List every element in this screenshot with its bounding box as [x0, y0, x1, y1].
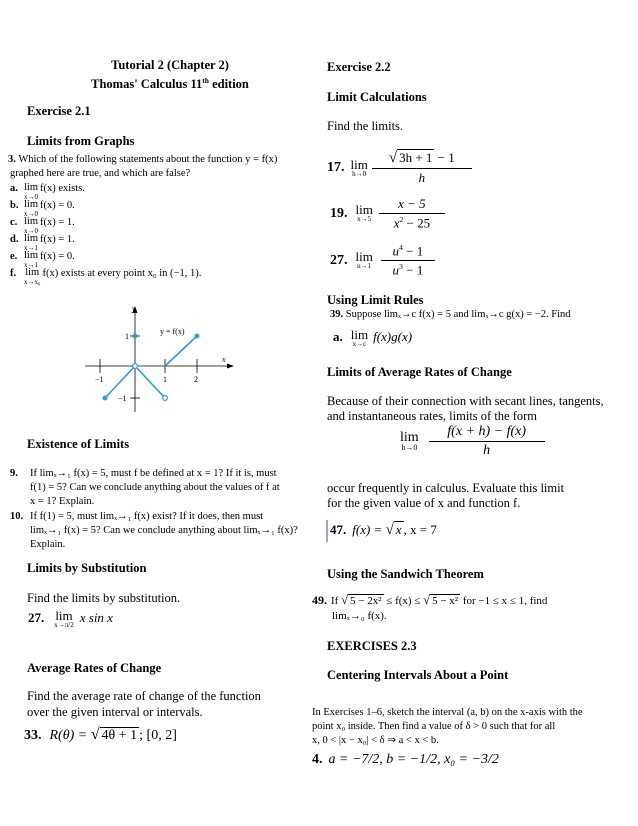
- question-33-interval: ; [0, 2]: [139, 728, 177, 743]
- question-49-tail: for −1 ≤ x ≤ 1, find: [460, 595, 548, 607]
- question-10-line: Explain.: [30, 539, 66, 550]
- question-27-numerator-base: u: [392, 243, 399, 259]
- limit-operator: lim: [24, 182, 39, 193]
- question-27-right-number: 27.: [330, 252, 348, 268]
- limits-from-graphs-heading: Limits from Graphs: [27, 134, 135, 148]
- form-numerator: f(x + h) − f(x): [429, 424, 545, 442]
- intro-line: point x₀ inside. Then find a value of δ > 0 such that for all: [312, 721, 556, 732]
- question-19-denominator-tail: − 25: [403, 215, 431, 231]
- existence-of-limits-heading: Existence of Limits: [27, 437, 130, 451]
- question-10-line: limₓ→₁ f(x) = 5? Can we conclude anything about limₓ→₁ f(x)?: [30, 525, 298, 536]
- average-rates-line-1: Find the average rate of change of the function: [27, 689, 261, 703]
- using-limit-rules-heading: Using Limit Rules: [327, 293, 424, 307]
- question-3-number: 3.: [8, 154, 16, 165]
- limit-subscript: x→c: [352, 340, 367, 348]
- x-arrow-icon: [227, 364, 234, 369]
- question-49-middle: ≤ f(x) ≤: [383, 595, 424, 607]
- limit-subscript: x→1: [24, 261, 38, 269]
- limit-operator: lim: [400, 430, 419, 445]
- question-19-numerator: x − 5: [379, 196, 445, 214]
- exercise-2-1-heading: Exercise 2.1: [27, 104, 91, 118]
- item-letter: c.: [10, 217, 18, 228]
- question-47-radicand: x: [395, 522, 402, 537]
- graph-x-label: x: [222, 355, 226, 364]
- limit-subscript: x→0: [24, 210, 38, 218]
- graph-tick-label: 1: [163, 375, 167, 384]
- graph-open-point: [133, 364, 138, 369]
- question-47-tail: , x = 7: [403, 522, 437, 537]
- sandwich-theorem-heading: Using the Sandwich Theorem: [327, 567, 484, 581]
- item-letter: b.: [10, 200, 19, 211]
- connection-line-1: Because of their connection with secant lines, tangents,: [327, 394, 604, 408]
- centering-intervals-heading: Centering Intervals About a Point: [327, 668, 509, 682]
- question-3-item: [10, 182, 310, 199]
- question-10-text: [30, 510, 298, 552]
- function-graph: [80, 300, 240, 420]
- question-19: [330, 196, 445, 231]
- question-10-line: If f(1) = 5, must limₓ→₁ f(x) exist? If it does, then must: [30, 511, 264, 522]
- text-cursor-bar: [326, 520, 328, 542]
- limit-operator: lim: [25, 267, 40, 278]
- question-3: [8, 153, 308, 181]
- question-47: 47. f(x) = √ x , x = 7: [330, 522, 437, 538]
- limit-operator: lim: [355, 249, 373, 265]
- question-3-items: [10, 182, 310, 284]
- question-17-numerator-tail: − 1: [434, 150, 455, 165]
- question-4-text: a = −7/2, b = −1/2, x₀ = −3/2: [328, 752, 499, 767]
- question-10-number: 10.: [10, 511, 24, 522]
- limit-operator: lim: [55, 608, 73, 623]
- question-3-line-2: graphed here are true, and which are false?: [10, 168, 191, 179]
- limit-subscript: x→0: [24, 227, 38, 235]
- question-27-numerator-tail: − 1: [402, 243, 424, 259]
- question-49-radicand-1: 5 − 2x²: [350, 595, 382, 607]
- item-text: f(x) = 1.: [40, 217, 75, 228]
- subtitle-tail: edition: [208, 77, 249, 92]
- limit-subscript: x→0: [24, 193, 38, 201]
- find-the-limits-text: Find the limits.: [327, 119, 404, 133]
- average-rates-line-2: over the given interval or intervals.: [27, 705, 203, 719]
- question-27-number: 27.: [28, 610, 45, 625]
- subtitle-sup: th: [202, 76, 209, 85]
- limit-operator: lim: [24, 216, 39, 227]
- limit-operator: lim: [24, 250, 39, 261]
- limits-by-substitution-heading: Limits by Substitution: [27, 561, 147, 575]
- question-39a: [333, 329, 412, 348]
- question-9-number: 9.: [10, 468, 18, 479]
- exercises-2-3-heading: EXERCISES 2.3: [327, 639, 417, 653]
- graph-tick-label: 2: [194, 375, 198, 384]
- question-9-text: [30, 467, 280, 509]
- average-rates-heading: Average Rates of Change: [27, 661, 162, 675]
- question-17-number: 17.: [327, 160, 345, 175]
- limit-subscript: u→1: [357, 262, 372, 271]
- subtitle-text: Thomas' Calculus 11: [91, 77, 203, 92]
- question-27-denominator-base: u: [392, 262, 399, 278]
- question-3-item: [10, 250, 310, 267]
- intro-line: In Exercises 1–6, sketch the interval (a, b) on the x-axis with the: [312, 707, 583, 718]
- question-27-left: [28, 610, 113, 629]
- question-39a-expression: f(x)g(x): [373, 329, 413, 344]
- item-text: f(x) exists at every point x₀ in (−1, 1).: [42, 268, 202, 279]
- question-9-line: x = 1? Explain.: [30, 496, 95, 507]
- limit-subscript: x→π/2: [54, 621, 74, 629]
- question-47-lhs: f(x) =: [352, 522, 386, 537]
- question-19-number: 19.: [330, 205, 348, 221]
- difference-quotient-form: [400, 424, 545, 459]
- question-17: 17. lim h→0 $\frac{√ 3h + 1 - 1}{h}$: [327, 150, 472, 186]
- question-49: 49. If √ 5 − 2x² ≤ f(x) ≤ √ 5 − x² for −1 ≤ x ≤ 1, find limₓ→₀ f(x).: [312, 593, 632, 622]
- item-letter: d.: [10, 234, 19, 245]
- item-text: f(x) = 0.: [40, 251, 75, 262]
- question-33-lhs: R(θ) =: [49, 728, 91, 743]
- graph-segment-right: [165, 336, 197, 366]
- question-49-if: If: [331, 595, 342, 607]
- question-4-number: 4.: [312, 752, 323, 767]
- exercise-2-2-heading: Exercise 2.2: [327, 60, 391, 74]
- find-by-substitution-text: Find the limits by substitution.: [27, 591, 181, 605]
- graph-function-label: y = f(x): [160, 327, 185, 336]
- limit-calculations-heading: Limit Calculations: [327, 90, 427, 104]
- question-27-right: [330, 243, 435, 279]
- limit-operator: lim: [355, 202, 373, 218]
- graph-segment-middle: [135, 366, 165, 398]
- question-39-text: Suppose limₓ→c f(x) = 5 and limₓ→c g(x) = −2. Find: [345, 309, 571, 320]
- graph-tick-label: −1: [118, 394, 127, 403]
- item-letter: f.: [10, 268, 17, 279]
- limit-subscript: x→x₀: [24, 278, 41, 286]
- question-4: [312, 752, 499, 768]
- graph-tick-label: 1: [125, 332, 129, 341]
- question-49-number: 49.: [312, 593, 327, 607]
- limit-operator: lim: [350, 156, 368, 172]
- limit-subscript: h→0: [401, 443, 418, 452]
- limit-subscript: x→1: [24, 244, 38, 252]
- question-19-denominator-base: x: [393, 215, 400, 231]
- question-27-numerator-exp: 4: [398, 243, 403, 252]
- question-3-item: [10, 233, 310, 250]
- item-text: f(x) = 0.: [40, 200, 75, 211]
- question-9-line: f(1) = 5? Can we conclude anything about the values of f at: [30, 482, 280, 493]
- occur-line-1: occur frequently in calculus. Evaluate this limit: [327, 481, 565, 495]
- question-33-radicand: 4θ + 1: [101, 728, 138, 743]
- graph-open-point: [163, 396, 168, 401]
- question-33-number: 33.: [24, 728, 42, 743]
- question-19-denominator-exp: 2: [399, 215, 404, 224]
- item-letter: e.: [10, 251, 18, 262]
- connection-line-2: and instantaneous rates, limits of the form: [327, 409, 538, 423]
- graph-y-label: y: [132, 304, 136, 313]
- question-3-item: [10, 216, 310, 233]
- question-27-expression: x sin x: [79, 610, 113, 625]
- exercises-intro: [312, 706, 632, 748]
- item-text: f(x) exists.: [40, 183, 85, 194]
- graph-closed-point: [195, 334, 200, 339]
- question-33: 33. R(θ) = √ 4θ + 1 ; [0, 2]: [24, 726, 177, 743]
- limit-operator: lim: [24, 199, 39, 210]
- occur-line-2: for the given value of x and function f.: [327, 496, 521, 510]
- limit-operator: lim: [350, 327, 369, 342]
- question-10: [10, 510, 310, 552]
- limits-of-average-rates-heading: Limits of Average Rates of Change: [327, 365, 512, 379]
- item-text: f(x) = 1.: [40, 234, 75, 245]
- question-49-radicand-2: 5 − x²: [432, 595, 459, 607]
- question-27-denominator-tail: − 1: [402, 262, 424, 278]
- question-17-radicand: 3h + 1: [399, 150, 433, 165]
- limit-subscript: x→5: [357, 215, 372, 224]
- question-3-line-1: Which of the following statements about the function y = f(x): [18, 154, 278, 165]
- form-denominator: h: [483, 443, 491, 458]
- item-limit: [24, 267, 40, 286]
- limit-operator: lim: [24, 233, 39, 244]
- question-49-line-2: limₓ→₀ f(x).: [332, 610, 387, 622]
- question-27-denominator-exp: 3: [398, 262, 403, 272]
- graph-closed-point: [133, 334, 138, 339]
- question-39-number: 39.: [330, 309, 344, 320]
- graph-tick-label: −1: [95, 375, 104, 384]
- question-3-item: [10, 199, 310, 216]
- question-9: [10, 467, 310, 509]
- question-9-line: If limₓ→₁ f(x) = 5, must f be defined at x = 1? If it is, must: [30, 468, 277, 479]
- page-title: Tutorial 2 (Chapter 2): [111, 58, 229, 72]
- limit-subscript: h→0: [352, 169, 367, 178]
- page-subtitle: [60, 73, 280, 92]
- question-3-item: [10, 267, 310, 284]
- question-39: [330, 308, 630, 322]
- intro-line: x, 0 < |x − x₀| < δ ⇒ a < x < b.: [312, 735, 439, 746]
- question-17-denominator: h: [418, 170, 426, 185]
- question-47-number: 47.: [330, 522, 347, 537]
- graph-closed-point: [103, 396, 108, 401]
- item-letter: a.: [10, 183, 18, 194]
- question-39a-letter: a.: [333, 329, 343, 344]
